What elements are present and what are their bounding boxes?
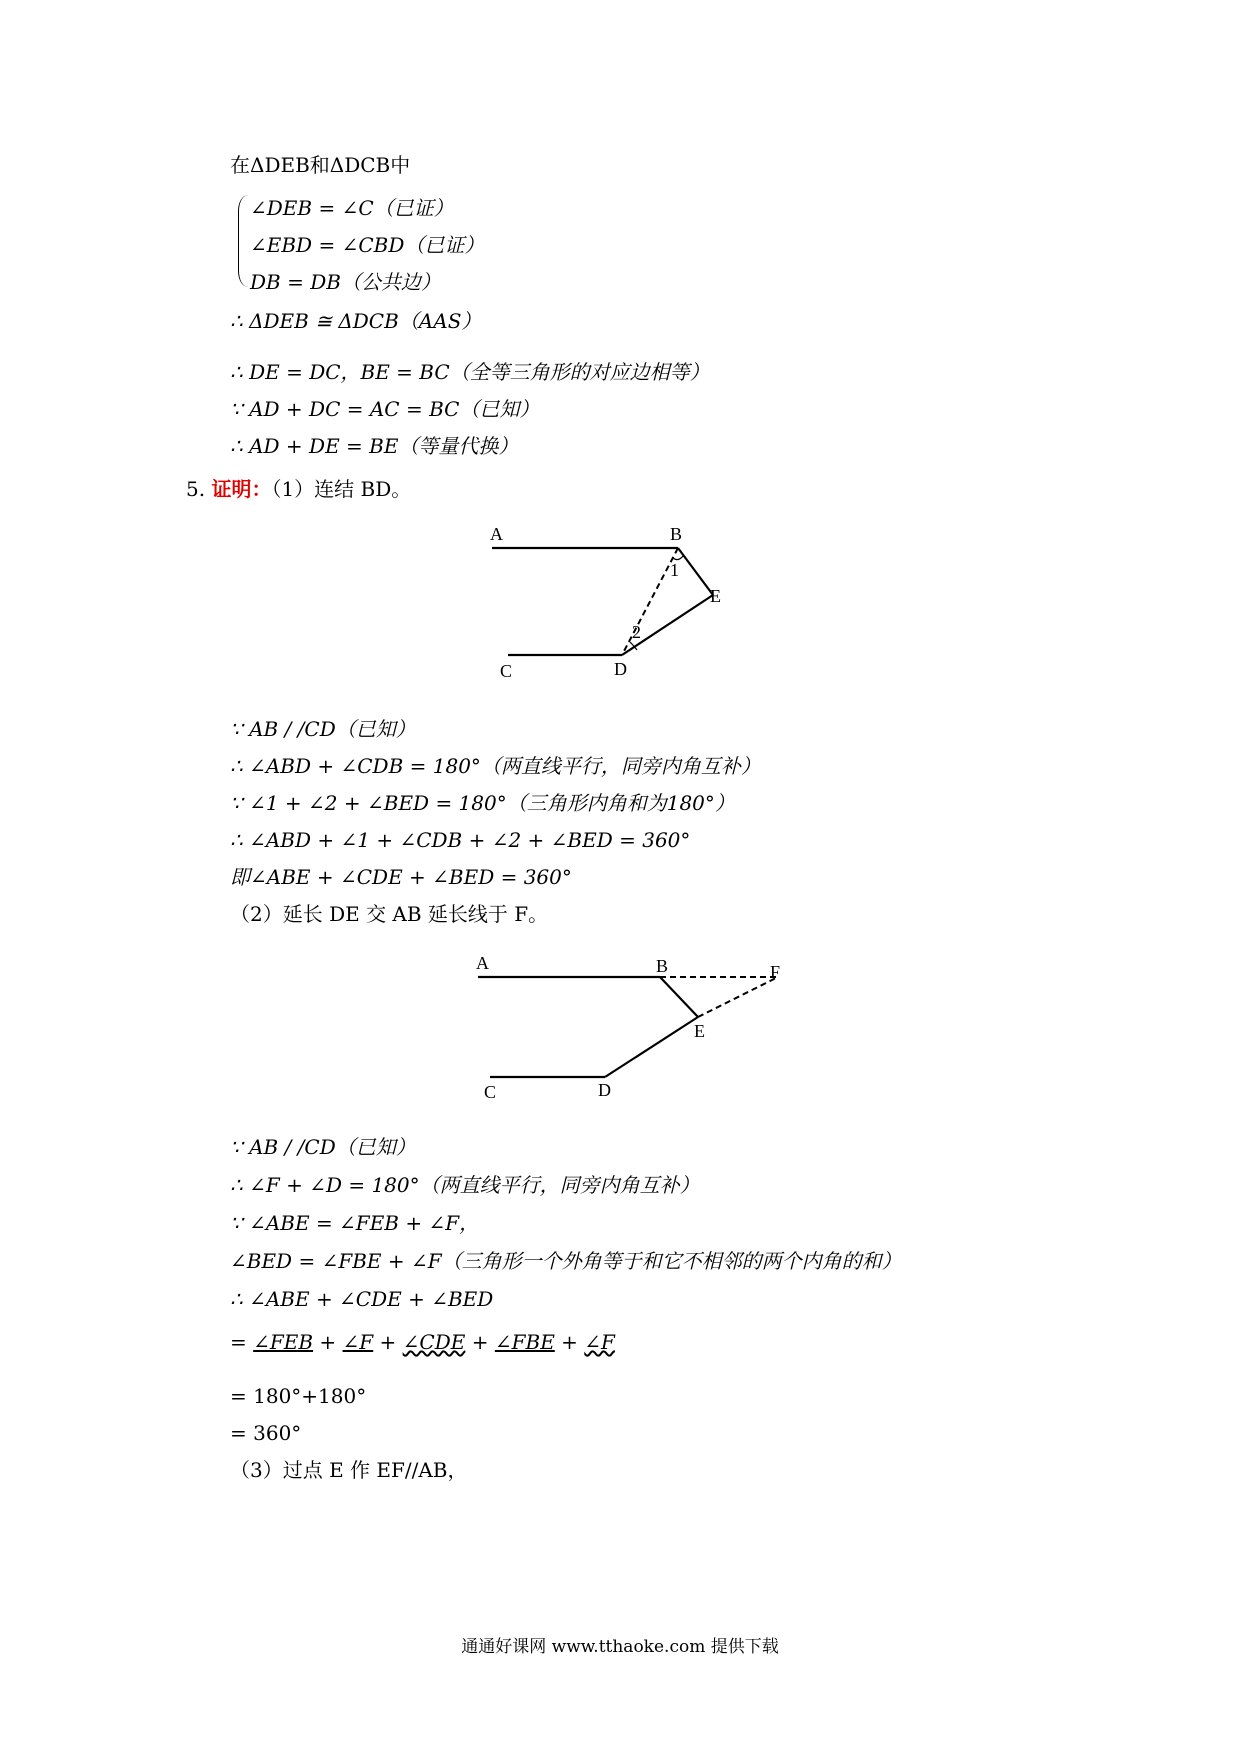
congruence-conclusion: ∴ ΔDEB ≅ ΔDCB（AAS）	[230, 309, 482, 333]
problem-5-heading	[186, 476, 411, 502]
system-line-1: ∠DEB = ∠C（已证）	[250, 196, 454, 220]
fig1-label-c: C	[500, 661, 513, 681]
system-line-2: ∠EBD = ∠CBD（已证）	[250, 233, 485, 257]
part-1-heading: （1）连结 BD。	[271, 477, 412, 501]
sum-plus: +	[313, 1330, 343, 1354]
part2-line-1: ∵ AB / /CD（已知）	[230, 1135, 416, 1159]
proof-line-ad-dc: ∵ AD + DC = AC = BC（已知）	[230, 397, 540, 421]
fig2-label-b: B	[656, 956, 669, 976]
fig2-label-e: E	[694, 1021, 705, 1041]
sum-term-cde: ∠CDE	[402, 1330, 466, 1354]
part2-line-2: ∴ ∠F + ∠D = 180°（两直线平行，同旁内角互补）	[230, 1173, 700, 1197]
fig2-label-d: D	[598, 1080, 611, 1100]
fig2-label-c: C	[484, 1082, 497, 1102]
part1-line-5: 即∠ABE + ∠CDE + ∠BED = 360°	[230, 865, 572, 889]
fig1-label-a: A	[490, 524, 503, 544]
proof-line-de-dc: ∴ DE = DC，BE = BC（全等三角形的对应边相等）	[230, 360, 710, 384]
part1-line-1: ∵ AB / /CD（已知）	[230, 717, 416, 741]
part1-line-3: ∵ ∠1 + ∠2 + ∠BED = 180°（三角形内角和为180°）	[230, 791, 735, 815]
fig1-label-b: B	[670, 524, 683, 544]
part2-line-5: ∴ ∠ABE + ∠CDE + ∠BED	[230, 1287, 494, 1311]
part1-line-2: ∴ ∠ABD + ∠CDB = 180°（两直线平行，同旁内角互补）	[230, 754, 761, 778]
triangle-intro: 在ΔDEB和ΔDCB中	[230, 153, 411, 177]
system-line-3: DB = DB（公共边）	[250, 270, 441, 294]
proof-line-ad-de: ∴ AD + DE = BE（等量代换）	[230, 434, 519, 458]
sum-plus: +	[373, 1330, 403, 1354]
sum-plus: +	[465, 1330, 495, 1354]
sum-term-f: ∠F	[342, 1330, 374, 1354]
sum-plus: +	[554, 1330, 585, 1354]
proof-label: 证明：	[211, 477, 272, 501]
fig1-label-2: 2	[632, 622, 641, 642]
fig1-label-e: E	[710, 586, 721, 606]
part2-line-8: = 360°	[230, 1421, 302, 1445]
fig1-label-1: 1	[670, 560, 679, 580]
page-footer: 通通好课网 www.tthaoke.com 提供下载	[461, 1637, 779, 1657]
figure-1	[470, 520, 750, 685]
fig2-label-a: A	[476, 953, 489, 973]
part2-line-7: = 180°+180°	[230, 1384, 367, 1408]
part-3-heading: （3）过点 E 作 EF//AB，	[230, 1458, 468, 1482]
part2-line-4: ∠BED = ∠FBE + ∠F（三角形一个外角等于和它不相邻的两个内角的和）	[230, 1249, 902, 1273]
system-brace	[238, 195, 249, 287]
part2-line-6	[230, 1329, 615, 1355]
part-2-heading: （2）延长 DE 交 AB 延长线于 F。	[230, 902, 549, 926]
part2-line-3: ∵ ∠ABE = ∠FEB + ∠F，	[230, 1211, 480, 1235]
sum-term-feb: ∠FEB	[253, 1330, 314, 1354]
sum-term-f2: ∠F	[584, 1330, 615, 1354]
figure-2	[470, 945, 810, 1105]
problem-number: 5.	[186, 477, 206, 501]
part1-line-4: ∴ ∠ABD + ∠1 + ∠CDB + ∠2 + ∠BED = 360°	[230, 828, 691, 852]
fig1-label-d: D	[614, 659, 627, 679]
sum-eq: =	[230, 1330, 254, 1354]
sum-term-fbe: ∠FBE	[494, 1330, 555, 1354]
fig2-label-f: F	[770, 962, 781, 982]
